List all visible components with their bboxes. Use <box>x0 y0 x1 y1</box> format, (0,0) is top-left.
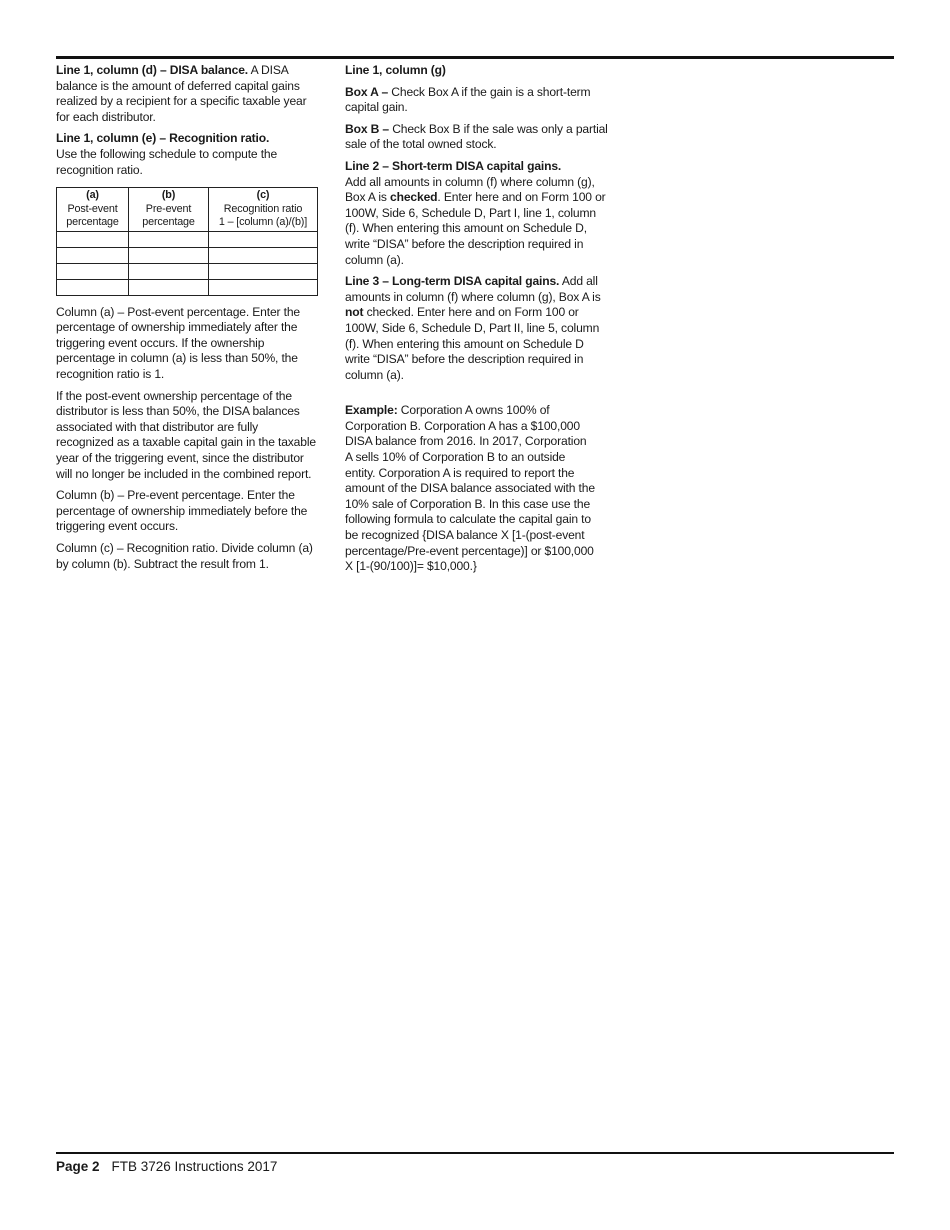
line-2-paragraph <box>345 159 610 268</box>
column-b-paragraph: Column (b) – Pre-event percentage. Enter the percentage of ownership immediately before the triggering event occurs. <box>56 488 308 534</box>
line-2-emphasis: checked <box>390 190 438 205</box>
table-cell[interactable] <box>209 263 318 279</box>
table-cell[interactable] <box>129 263 209 279</box>
table-row <box>57 263 318 279</box>
post-event-paragraph: If the post-event ownership percentage of the distributor is less than 50%, the DISA balances associated with that distributor are fully recognized as a taxable capital gain in the taxable year of the triggering event, since the distributor will no longer be included in the combined report. <box>56 388 316 481</box>
line-3-emphasis: not <box>345 305 364 320</box>
right-column <box>345 63 610 581</box>
table-cell[interactable] <box>209 247 318 263</box>
table-row <box>57 247 318 263</box>
left-column <box>56 63 318 578</box>
table-row <box>57 231 318 247</box>
box-b-heading: Box B – <box>345 121 389 136</box>
box-a-text: Check Box A if the gain is a short-term capital gain. <box>345 84 591 115</box>
column-g-heading <box>345 63 610 79</box>
page-footer <box>56 1159 277 1174</box>
line-3-paragraph <box>345 274 610 383</box>
table-cell[interactable] <box>129 231 209 247</box>
bottom-rule <box>56 1152 894 1154</box>
table-cell[interactable] <box>57 247 129 263</box>
box-a-heading: Box A – <box>345 84 389 99</box>
column-c-paragraph: Column (c) – Recognition ratio. Divide column (a) by column (b). Subtract the result from 1. <box>56 540 313 571</box>
column-g-heading-text: Line 1, column (g) <box>345 63 446 77</box>
top-rule <box>56 56 894 59</box>
box-b-paragraph <box>345 122 610 153</box>
form-title: FTB 3726 Instructions 2017 <box>111 1159 278 1174</box>
recognition-ratio-table <box>56 187 318 296</box>
disa-balance-paragraph <box>56 63 318 125</box>
table-cell[interactable] <box>57 279 129 295</box>
table-cell[interactable] <box>57 263 129 279</box>
table-cell[interactable] <box>209 279 318 295</box>
disa-balance-heading: Line 1, column (d) – DISA balance. <box>56 63 249 77</box>
table-cell[interactable] <box>129 247 209 263</box>
column-a-header: (a) Post-event percentage <box>57 188 129 232</box>
example-heading: Example: <box>345 403 398 418</box>
table-cell[interactable] <box>57 231 129 247</box>
line-2-text: Add all amounts in column (f) where column (g), Box A is <box>345 174 595 205</box>
box-b-text: Check Box B if the sale was only a partial sale of the total owned stock. <box>345 121 608 152</box>
example-text: Corporation A owns 100% of Corporation B. Corporation A has a $100,000 DISA balance from 2016. In 2017, Corporation A sells 10% of Corporation B to an outside entity. Corporation A is required to report the amount of the DISA balance associated with the 10% sale of Corporation B. In this case use the following formula to calculate the capital gain to be recognized {DISA balance X [1-(post-event percentage/Pre-event percentage)] or $100,000 X [1-(90/100)]= $10,000.} <box>345 403 595 574</box>
column-c-header: (c) Recognition ratio 1 – [column (a)/(b)] <box>209 188 318 232</box>
line-2-text-continued: . Enter here and on Form 100 or 100W, Side 6, Schedule D, Part I, line 1, column (f). When entering this amount on Schedule D, write “DISA” before the description required in column (a). <box>345 190 606 267</box>
column-a-paragraph: Column (a) – Post-event percentage. Enter the percentage of ownership immediately after the triggering event occurs. If the ownership percentage in column (a) is less than 50%, the recognition ratio is 1. <box>56 304 300 382</box>
recognition-ratio-text: Use the following schedule to compute the recognition ratio. <box>56 146 278 177</box>
line-2-heading: Line 2 – Short-term DISA capital gains. <box>345 158 562 173</box>
line-3-text-continued: checked. Enter here and on Form 100 or 100W, Side 6, Schedule D, Part II, line 5, column (f). When entering this amount on Schedule D write “DISA” before the description required in column (a). <box>345 305 600 382</box>
box-a-paragraph <box>345 85 610 116</box>
example-paragraph <box>345 403 595 575</box>
line-3-heading: Line 3 – Long-term DISA capital gains. <box>345 274 560 289</box>
recognition-ratio-heading: Line 1, column (e) – Recognition ratio. <box>56 131 270 146</box>
page-number: Page 2 <box>56 1159 100 1174</box>
table-header-row <box>57 188 318 232</box>
table-cell[interactable] <box>129 279 209 295</box>
table-cell[interactable] <box>209 231 318 247</box>
line-3-text: Add all amounts in column (f) where column (g), Box A is <box>345 274 601 304</box>
disa-balance-text: A DISA balance is the amount of deferred capital gains realized by a recipient for a specific taxable year for each distributor. <box>56 63 307 124</box>
column-b-header: (b) Pre-event percentage <box>129 188 209 232</box>
recognition-ratio-paragraph <box>56 131 318 178</box>
table-row <box>57 279 318 295</box>
